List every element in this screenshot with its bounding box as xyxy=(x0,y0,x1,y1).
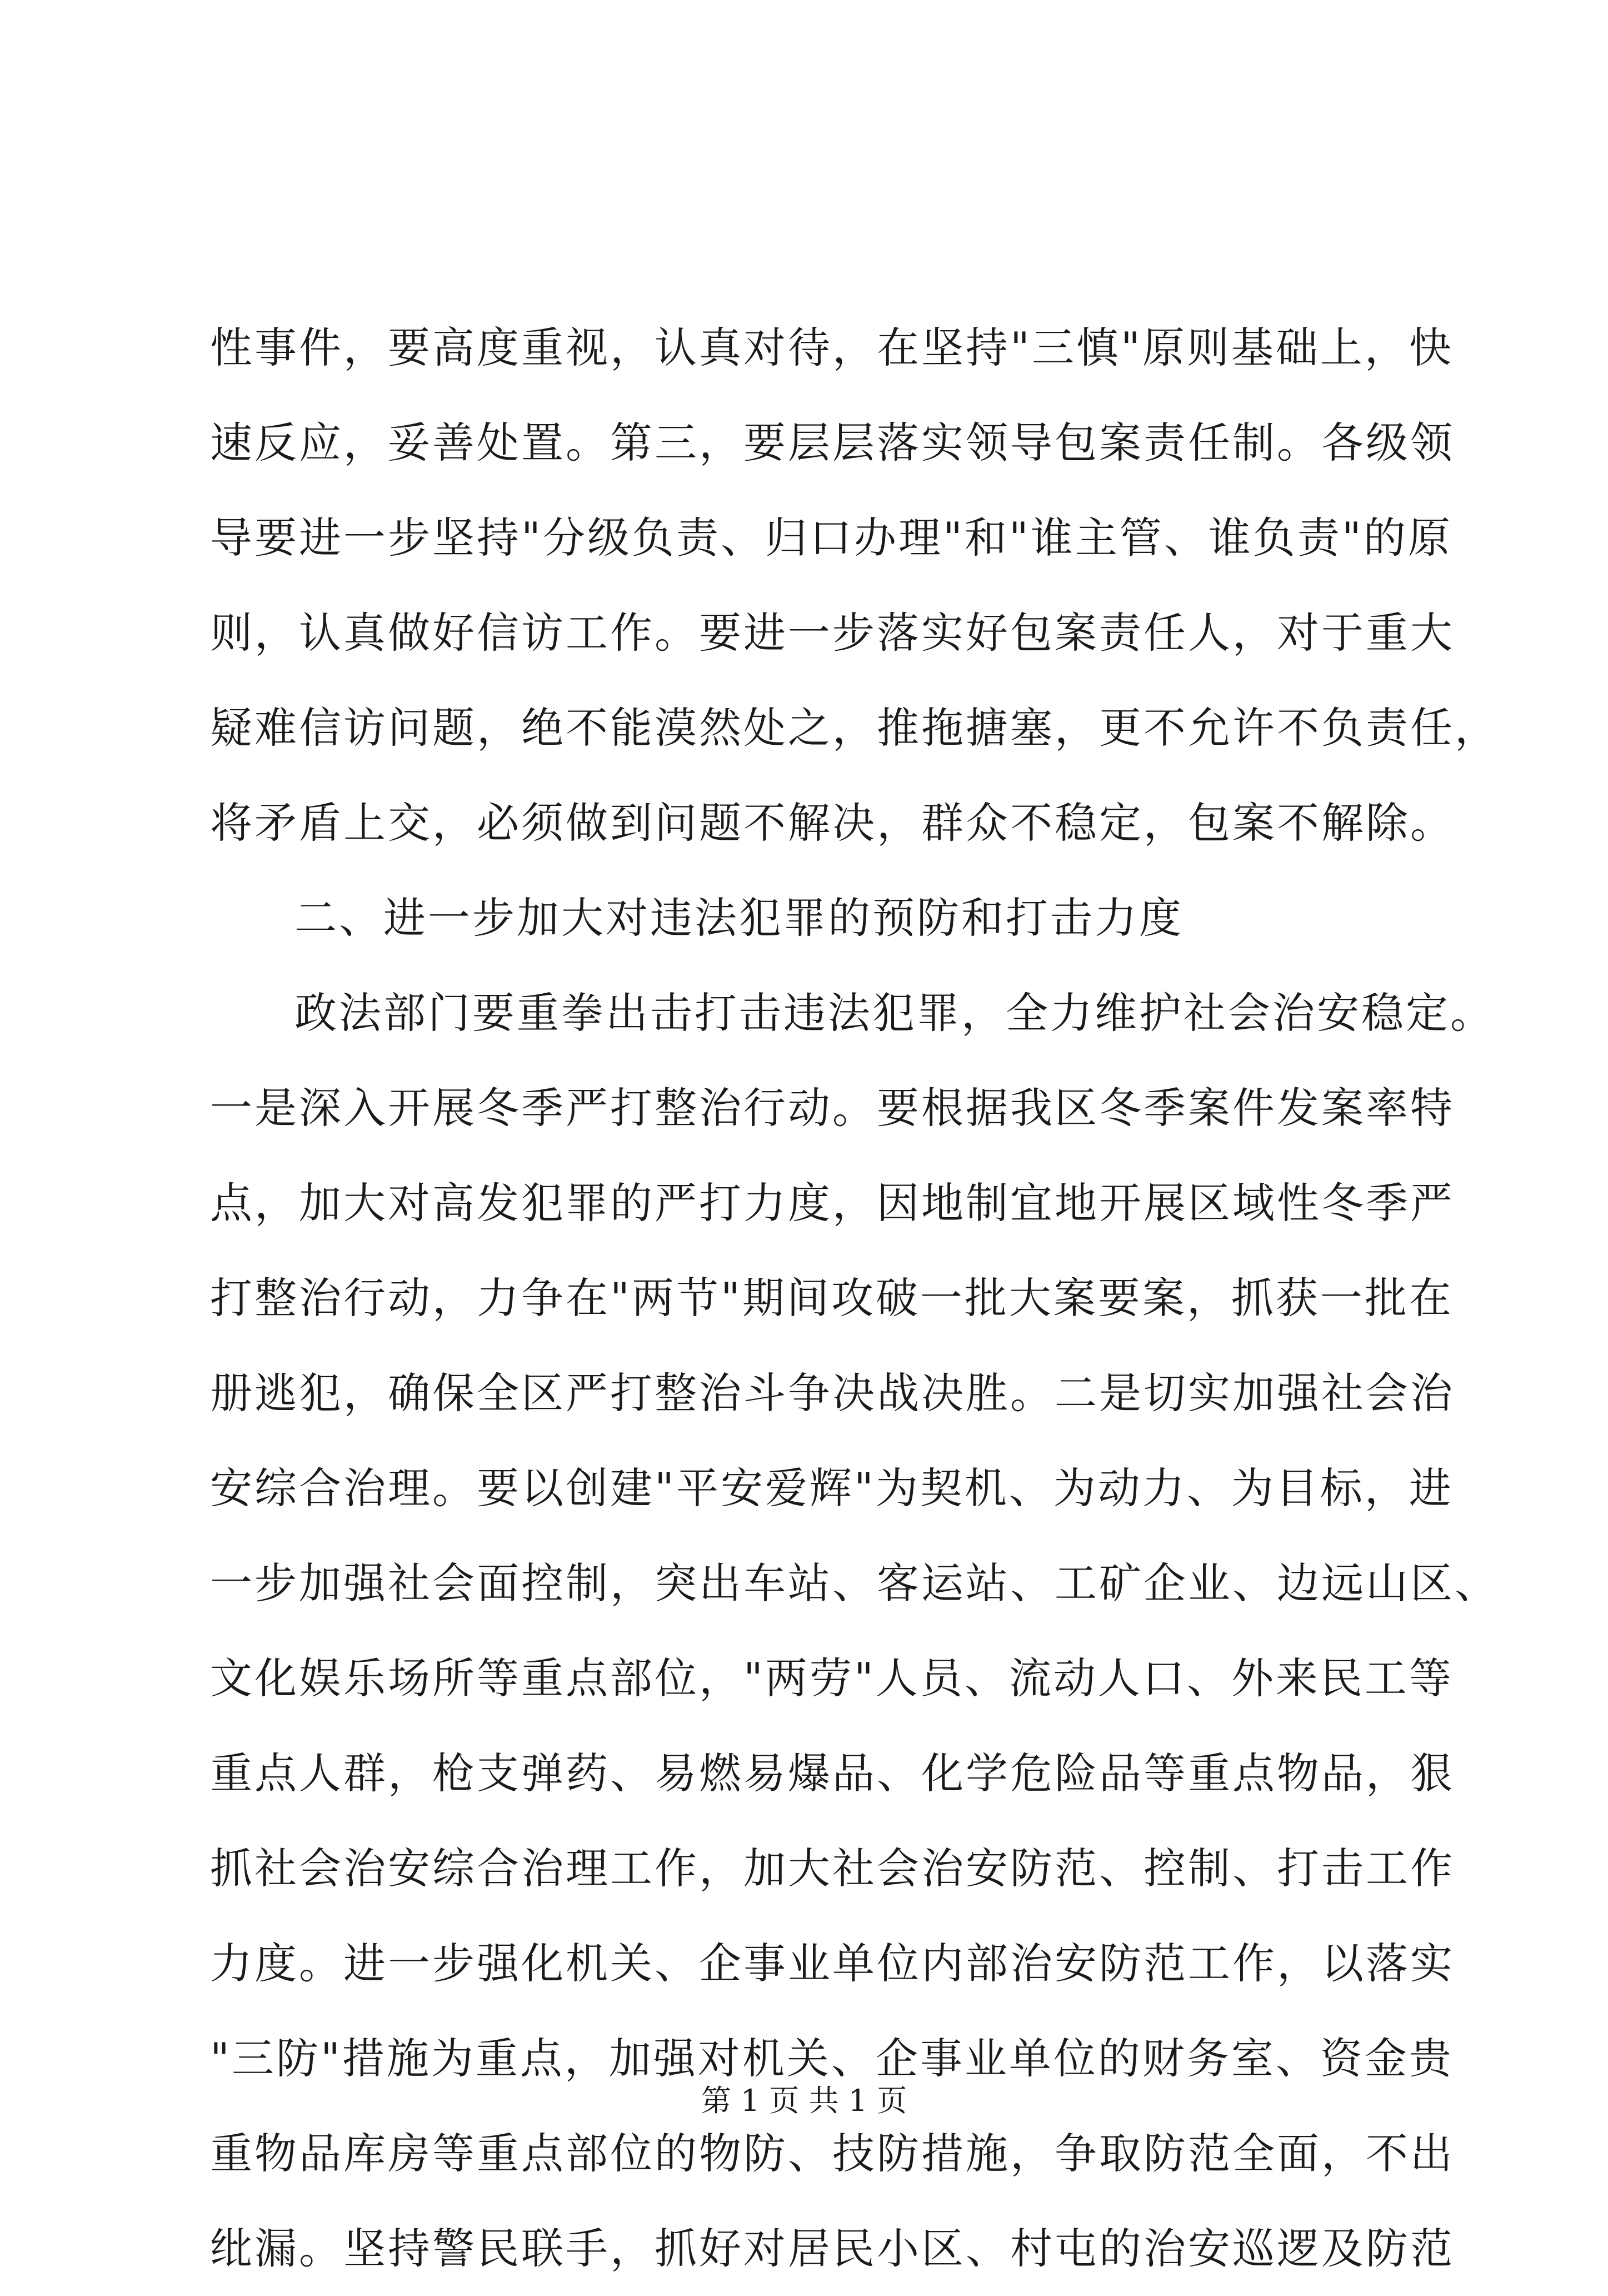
body-line-14: 一步加强社会面控制，突出车站、客运站、工矿企业、边远山区、 xyxy=(210,1558,1499,1608)
body-line-6: 将矛盾上交，必须做到问题不解决，群众不稳定，包案不解除。 xyxy=(210,798,1455,848)
body-line-3: 导要进一步坚持"分级负责、归口办理"和"谁主管、谁负责"的原 xyxy=(210,513,1452,562)
body-line-11: 打整治行动，力争在"两节"期间攻破一批大案要案，抓获一批在 xyxy=(210,1273,1454,1323)
section-heading: 二、进一步加大对违法犯罪的预防和打击力度 xyxy=(294,893,1183,943)
body-line-12: 册逃犯，确保全区严打整治斗争决战决胜。二是切实加强社会治 xyxy=(210,1368,1455,1418)
body-line-10: 点，加大对高发犯罪的严打力度，因地制宜地开展区域性冬季严 xyxy=(210,1178,1455,1228)
body-line-13: 安综合治理。要以创建"平安爱辉"为契机、为动力、为目标，进 xyxy=(210,1463,1454,1513)
body-line-19: "三防"措施为重点，加强对机关、企事业单位的财务室、资金贵 xyxy=(210,2034,1454,2083)
body-line-4: 则，认真做好信访工作。要进一步落实好包案责任人，对于重大 xyxy=(210,608,1455,658)
page-footer: 第 1 页 共 1 页 xyxy=(701,2083,907,2118)
body-line-1: 性事件，要高度重视，认真对待，在坚持"三慎"原则基础上，快 xyxy=(210,323,1454,372)
body-line-15: 文化娱乐场所等重点部位，"两劳"人员、流动人口、外来民工等 xyxy=(210,1653,1454,1703)
body-line-8: 政法部门要重拳出击打击违法犯罪，全力维护社会治安稳定。 xyxy=(294,988,1495,1038)
body-line-21: 纰漏。坚持警民联手，抓好对居民小区、村屯的治安巡逻及防范 xyxy=(210,2224,1455,2273)
body-line-9: 一是深入开展冬季严打整治行动。要根据我区冬季案件发案率特 xyxy=(210,1083,1455,1133)
body-line-16: 重点人群，枪支弹药、易燃易爆品、化学危险品等重点物品，狠 xyxy=(210,1749,1455,1798)
body-line-18: 力度。进一步强化机关、企事业单位内部治安防范工作，以落实 xyxy=(210,1939,1455,1988)
body-line-2: 速反应，妥善处置。第三，要层层落实领导包案责任制。各级领 xyxy=(210,418,1455,467)
body-line-17: 抓社会治安综合治理工作，加大社会治安防范、控制、打击工作 xyxy=(210,1844,1455,1893)
body-line-5: 疑难信访问题，绝不能漠然处之，推拖搪塞，更不允许不负责任， xyxy=(210,703,1499,753)
document-body xyxy=(210,300,1499,2296)
body-line-20: 重物品库房等重点部位的物防、技防措施，争取防范全面，不出 xyxy=(210,2129,1455,2178)
